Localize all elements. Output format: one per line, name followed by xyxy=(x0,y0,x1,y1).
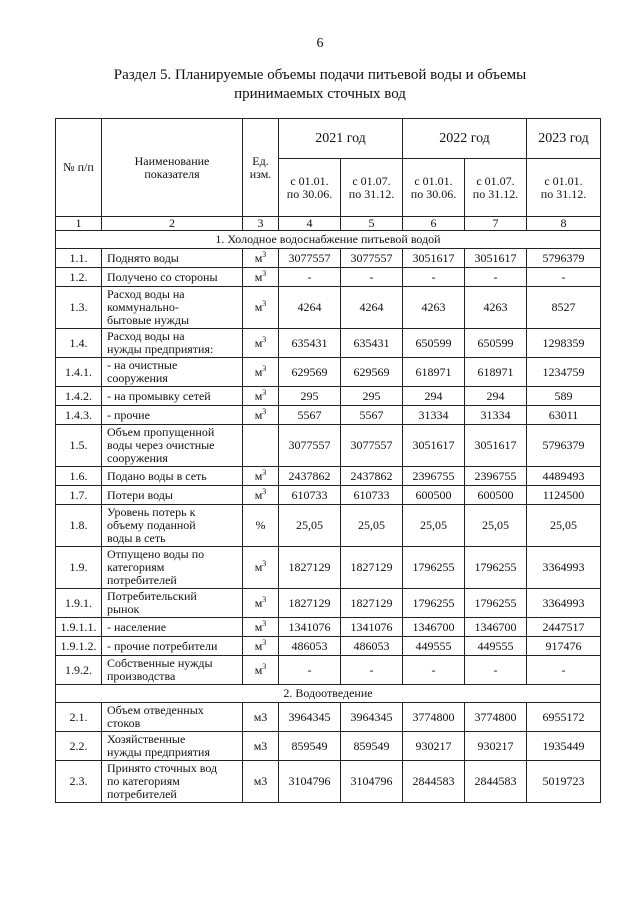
unit xyxy=(243,618,279,637)
value-cell: 1124500 xyxy=(527,486,601,505)
column-number: 8 xyxy=(527,217,601,231)
value-cell: 486053 xyxy=(279,637,341,656)
value-cell: - xyxy=(279,268,341,287)
table-row xyxy=(56,732,601,761)
unit xyxy=(243,732,279,761)
value-cell: 2447517 xyxy=(527,618,601,637)
indicator-name xyxy=(102,761,243,803)
table-header xyxy=(56,119,601,231)
table-row xyxy=(56,486,601,505)
header-period xyxy=(403,159,465,217)
column-number: 2 xyxy=(102,217,243,231)
column-number: 6 xyxy=(403,217,465,231)
value-cell: 31334 xyxy=(465,406,527,425)
value-cell: 3364993 xyxy=(527,589,601,618)
header-period-from: с 01.01. xyxy=(414,173,453,188)
unit xyxy=(243,589,279,618)
indicator-name-line: сооружения xyxy=(107,371,168,385)
header-name xyxy=(102,119,243,217)
value-cell: 295 xyxy=(279,387,341,406)
value-cell: 25,05 xyxy=(403,505,465,547)
unit-text: м3 xyxy=(253,774,268,788)
header-unit-line-1: Ед. xyxy=(252,153,269,168)
unit-text: м xyxy=(254,468,263,483)
value-cell: 25,05 xyxy=(465,505,527,547)
section-title: 2. Водоотведение xyxy=(56,685,601,703)
header-period-to: по 30.06. xyxy=(286,186,333,201)
row-number: 1.9.1.1. xyxy=(56,618,102,637)
unit-text: м xyxy=(254,662,263,677)
unit-superscript: 3 xyxy=(262,594,267,604)
header-period-to: по 30.06. xyxy=(410,186,457,201)
unit-superscript: 3 xyxy=(262,559,267,568)
indicator-name xyxy=(102,268,243,287)
row-number: 1.5. xyxy=(56,425,102,467)
header-period-from: с 01.01. xyxy=(544,173,583,188)
unit-text: м xyxy=(254,487,263,502)
value-cell: 1827129 xyxy=(341,547,403,589)
indicator-name-line: Хозяйственные xyxy=(107,732,186,746)
value-cell: 5567 xyxy=(279,406,341,425)
unit xyxy=(243,287,279,329)
value-cell: 1796255 xyxy=(403,547,465,589)
value-cell: 1827129 xyxy=(279,589,341,618)
table-row xyxy=(56,358,601,387)
header-period xyxy=(279,159,341,217)
water-volume-table xyxy=(55,118,601,803)
header-period-to: по 31.12. xyxy=(540,186,587,201)
header-period xyxy=(527,159,601,217)
value-cell: 2396755 xyxy=(403,467,465,486)
header-period xyxy=(465,159,527,217)
table-row xyxy=(56,547,601,589)
indicator-name xyxy=(102,732,243,761)
value-cell: 2437862 xyxy=(341,467,403,486)
table-row xyxy=(56,761,601,803)
value-cell: 31334 xyxy=(403,406,465,425)
value-cell: 2844583 xyxy=(465,761,527,803)
value-cell: 2844583 xyxy=(403,761,465,803)
unit xyxy=(243,467,279,486)
value-cell: 600500 xyxy=(465,486,527,505)
value-cell: 1796255 xyxy=(403,589,465,618)
unit-superscript: 3 xyxy=(262,406,267,416)
indicator-name-line: Объем пропущенной xyxy=(107,425,215,439)
value-cell: 3364993 xyxy=(527,547,601,589)
unit xyxy=(243,329,279,358)
value-cell: 3051617 xyxy=(465,425,527,467)
indicator-name-line: нужды предприятия xyxy=(107,745,210,759)
value-cell: 3051617 xyxy=(465,249,527,268)
value-cell: 917476 xyxy=(527,637,601,656)
row-number: 2.1. xyxy=(56,703,102,732)
value-cell: 3077557 xyxy=(279,249,341,268)
unit-text: м xyxy=(254,595,263,610)
value-cell: 3774800 xyxy=(403,703,465,732)
indicator-name-line: производства xyxy=(107,669,176,683)
row-number: 1.4.1. xyxy=(56,358,102,387)
header-period-from: с 01.07. xyxy=(352,173,391,188)
unit xyxy=(243,249,279,268)
value-cell: 5796379 xyxy=(527,425,601,467)
unit-text: м xyxy=(254,619,263,634)
row-number: 2.2. xyxy=(56,732,102,761)
value-cell: - xyxy=(527,268,601,287)
column-number: 7 xyxy=(465,217,527,231)
section-heading-line-1: Раздел 5. Планируемые объемы подачи питьевой воды и объемы xyxy=(113,67,527,83)
table-row xyxy=(56,268,601,287)
value-cell: - xyxy=(465,268,527,287)
value-cell: 635431 xyxy=(279,329,341,358)
unit xyxy=(243,387,279,406)
indicator-name xyxy=(102,358,243,387)
column-number: 3 xyxy=(243,217,279,231)
value-cell: 629569 xyxy=(279,358,341,387)
unit xyxy=(243,761,279,803)
table-row xyxy=(56,703,601,732)
value-cell: 3051617 xyxy=(403,425,465,467)
indicator-name xyxy=(102,425,243,467)
value-cell: 3077557 xyxy=(279,425,341,467)
row-number: 1.4.2. xyxy=(56,387,102,406)
header-period-from: с 01.01. xyxy=(290,173,329,188)
row-number: 1.1. xyxy=(56,249,102,268)
value-cell: 2396755 xyxy=(465,467,527,486)
table-row xyxy=(56,425,601,467)
indicator-name xyxy=(102,505,243,547)
value-cell: 4263 xyxy=(403,287,465,329)
header-year-2021: 2021 год xyxy=(279,119,403,159)
value-cell: 1341076 xyxy=(341,618,403,637)
unit-text: м xyxy=(254,407,263,422)
indicator-name-line: - население xyxy=(107,619,167,634)
indicator-name xyxy=(102,387,243,406)
header-period-from: с 01.07. xyxy=(476,173,515,188)
value-cell: 610733 xyxy=(279,486,341,505)
indicator-name xyxy=(102,547,243,589)
value-cell: 618971 xyxy=(403,358,465,387)
unit xyxy=(243,703,279,732)
indicator-name-line: Расход воды на xyxy=(107,287,185,301)
value-cell: 8527 xyxy=(527,287,601,329)
value-cell: 930217 xyxy=(465,732,527,761)
unit-superscript: 3 xyxy=(262,387,267,397)
unit-text: м xyxy=(254,560,263,574)
value-cell: 1827129 xyxy=(341,589,403,618)
indicator-name-line: Получено со стороны xyxy=(107,269,218,284)
table-row xyxy=(56,589,601,618)
unit xyxy=(243,425,279,467)
value-cell: 5796379 xyxy=(527,249,601,268)
row-number: 1.9.1. xyxy=(56,589,102,618)
value-cell: 25,05 xyxy=(527,505,601,547)
value-cell: 610733 xyxy=(341,486,403,505)
value-cell: - xyxy=(279,656,341,685)
header-name-line-1: Наименование xyxy=(134,153,210,168)
indicator-name-line: категориям xyxy=(107,560,165,574)
unit-superscript: 3 xyxy=(262,299,267,308)
unit-superscript: 3 xyxy=(262,268,267,278)
value-cell: 294 xyxy=(403,387,465,406)
value-cell: 650599 xyxy=(465,329,527,358)
unit-superscript: 3 xyxy=(262,467,267,477)
indicator-name xyxy=(102,287,243,329)
unit-text: м xyxy=(254,269,263,284)
table-row xyxy=(56,287,601,329)
unit xyxy=(243,637,279,656)
row-number: 1.9. xyxy=(56,547,102,589)
unit-superscript: 3 xyxy=(262,334,267,344)
column-number: 4 xyxy=(279,217,341,231)
unit xyxy=(243,486,279,505)
section-row xyxy=(56,685,601,703)
value-cell: 295 xyxy=(341,387,403,406)
unit-text: м3 xyxy=(253,738,268,753)
unit-text: м xyxy=(254,364,263,379)
indicator-name-line: Принято сточных вод xyxy=(107,761,218,775)
unit-text: м xyxy=(254,388,263,403)
value-cell: 618971 xyxy=(465,358,527,387)
unit-superscript: 3 xyxy=(262,363,267,373)
indicator-name-line: Поднято воды xyxy=(107,250,179,265)
value-cell: 2437862 xyxy=(279,467,341,486)
indicator-name-line: Потери воды xyxy=(107,487,173,502)
value-cell: 4264 xyxy=(279,287,341,329)
indicator-name-line: Собственные нужды xyxy=(107,656,213,670)
row-number: 1.2. xyxy=(56,268,102,287)
indicator-name-line: воды в сеть xyxy=(107,531,166,545)
unit-superscript: 3 xyxy=(262,637,267,647)
value-cell: 3964345 xyxy=(279,703,341,732)
indicator-name xyxy=(102,589,243,618)
header-name-line-2: показателя xyxy=(144,166,200,181)
page-number: 6 xyxy=(316,36,324,51)
section-heading xyxy=(60,66,580,104)
indicator-name-line: - прочие xyxy=(107,407,150,422)
table-row xyxy=(56,329,601,358)
table-row xyxy=(56,618,601,637)
row-number: 2.3. xyxy=(56,761,102,803)
value-cell: 3964345 xyxy=(341,703,403,732)
value-cell: 5019723 xyxy=(527,761,601,803)
value-cell: 3104796 xyxy=(279,761,341,803)
header-period xyxy=(341,159,403,217)
value-cell: 3051617 xyxy=(403,249,465,268)
section-title: 1. Холодное водоснабжение питьевой водой xyxy=(56,231,601,249)
value-cell: 6955172 xyxy=(527,703,601,732)
unit-text: м xyxy=(254,638,263,653)
indicator-name-line: стоков xyxy=(107,716,141,730)
indicator-name-line: по категориям xyxy=(107,774,180,788)
unit-text: м3 xyxy=(253,709,268,724)
indicator-name xyxy=(102,703,243,732)
unit-text: м xyxy=(254,250,263,265)
indicator-name-line: рынок xyxy=(107,602,140,616)
indicator-name xyxy=(102,249,243,268)
indicator-name-line: Отпущено воды по xyxy=(107,547,205,561)
indicator-name xyxy=(102,329,243,358)
indicator-name-line: коммунально- xyxy=(107,300,179,314)
value-cell: - xyxy=(465,656,527,685)
indicator-name-line: - на промывку сетей xyxy=(107,388,211,403)
value-cell: 486053 xyxy=(341,637,403,656)
indicator-name-line: объему поданной xyxy=(107,518,196,532)
indicator-name-line: Потребительский xyxy=(107,589,197,603)
unit xyxy=(243,505,279,547)
value-cell: 1827129 xyxy=(279,547,341,589)
table-row xyxy=(56,406,601,425)
unit-superscript: 3 xyxy=(262,249,267,259)
row-number: 1.4. xyxy=(56,329,102,358)
unit xyxy=(243,656,279,685)
unit-superscript: 3 xyxy=(262,661,267,671)
value-cell: 1341076 xyxy=(279,618,341,637)
table-row xyxy=(56,249,601,268)
indicator-name-line: Подано воды в сеть xyxy=(107,468,207,483)
header-year-2023: 2023 год xyxy=(527,119,601,159)
table-row xyxy=(56,387,601,406)
column-number: 5 xyxy=(341,217,403,231)
value-cell: 5567 xyxy=(341,406,403,425)
header-period-to: по 31.12. xyxy=(472,186,519,201)
table-body xyxy=(56,231,601,803)
table-row xyxy=(56,637,601,656)
value-cell: 635431 xyxy=(341,329,403,358)
row-number: 1.9.1.2. xyxy=(56,637,102,656)
value-cell: 3077557 xyxy=(341,425,403,467)
value-cell: 63011 xyxy=(527,406,601,425)
table-row xyxy=(56,505,601,547)
row-number: 1.8. xyxy=(56,505,102,547)
value-cell: 25,05 xyxy=(279,505,341,547)
unit xyxy=(243,406,279,425)
value-cell: 1298359 xyxy=(527,329,601,358)
value-cell: 25,05 xyxy=(341,505,403,547)
value-cell: 1346700 xyxy=(465,618,527,637)
value-cell: 3077557 xyxy=(341,249,403,268)
indicator-name-line: - прочие потребители xyxy=(107,638,218,653)
value-cell: - xyxy=(403,268,465,287)
indicator-name xyxy=(102,637,243,656)
indicator-name-line: - на очистные xyxy=(107,358,178,372)
row-number: 1.6. xyxy=(56,467,102,486)
value-cell: 629569 xyxy=(341,358,403,387)
row-number: 1.9.2. xyxy=(56,656,102,685)
column-number: 1 xyxy=(56,217,102,231)
value-cell: 4264 xyxy=(341,287,403,329)
value-cell: 859549 xyxy=(279,732,341,761)
header-num: № п/п xyxy=(56,119,102,217)
value-cell: 1796255 xyxy=(465,547,527,589)
unit xyxy=(243,547,279,589)
indicator-name-line: сооружения xyxy=(107,451,168,465)
value-cell: 1346700 xyxy=(403,618,465,637)
value-cell: 600500 xyxy=(403,486,465,505)
value-cell: 3774800 xyxy=(465,703,527,732)
unit-text: % xyxy=(255,518,266,532)
unit-text: м xyxy=(254,335,263,350)
value-cell: 650599 xyxy=(403,329,465,358)
value-cell: 930217 xyxy=(403,732,465,761)
table-row xyxy=(56,656,601,685)
value-cell: - xyxy=(527,656,601,685)
header-period-to: по 31.12. xyxy=(348,186,395,201)
indicator-name-line: потребителей xyxy=(107,573,177,587)
row-number: 1.7. xyxy=(56,486,102,505)
value-cell: 4489493 xyxy=(527,467,601,486)
value-cell: 1796255 xyxy=(465,589,527,618)
indicator-name xyxy=(102,486,243,505)
value-cell: 589 xyxy=(527,387,601,406)
unit-text: м xyxy=(254,300,263,314)
row-number: 1.4.3. xyxy=(56,406,102,425)
unit-superscript: 3 xyxy=(262,486,267,496)
header-unit-line-2: изм. xyxy=(249,166,272,181)
header-year-2022: 2022 год xyxy=(403,119,527,159)
indicator-name-line: Уровень потерь к xyxy=(107,505,196,519)
value-cell: 294 xyxy=(465,387,527,406)
indicator-name-line: Объем отведенных xyxy=(107,703,204,717)
indicator-name-line: нужды предприятия: xyxy=(107,342,214,356)
value-cell: - xyxy=(341,656,403,685)
row-number: 1.3. xyxy=(56,287,102,329)
value-cell: - xyxy=(341,268,403,287)
indicator-name-line: потребителей xyxy=(107,787,177,801)
indicator-name-line: Расход воды на xyxy=(107,329,185,343)
indicator-name xyxy=(102,656,243,685)
unit xyxy=(243,268,279,287)
unit xyxy=(243,358,279,387)
section-row xyxy=(56,231,601,249)
value-cell: 859549 xyxy=(341,732,403,761)
value-cell: - xyxy=(403,656,465,685)
indicator-name-line: бытовые нужды xyxy=(107,313,190,327)
value-cell: 449555 xyxy=(465,637,527,656)
section-heading-line-2: принимаемых сточных вод xyxy=(234,86,406,102)
table-row xyxy=(56,467,601,486)
value-cell: 1234759 xyxy=(527,358,601,387)
indicator-name-line: воды через очистные xyxy=(107,438,215,452)
indicator-name xyxy=(102,467,243,486)
unit-superscript: 3 xyxy=(262,618,267,628)
header-unit xyxy=(243,119,279,217)
value-cell: 4263 xyxy=(465,287,527,329)
value-cell: 449555 xyxy=(403,637,465,656)
value-cell: 3104796 xyxy=(341,761,403,803)
indicator-name xyxy=(102,618,243,637)
indicator-name xyxy=(102,406,243,425)
value-cell: 1935449 xyxy=(527,732,601,761)
